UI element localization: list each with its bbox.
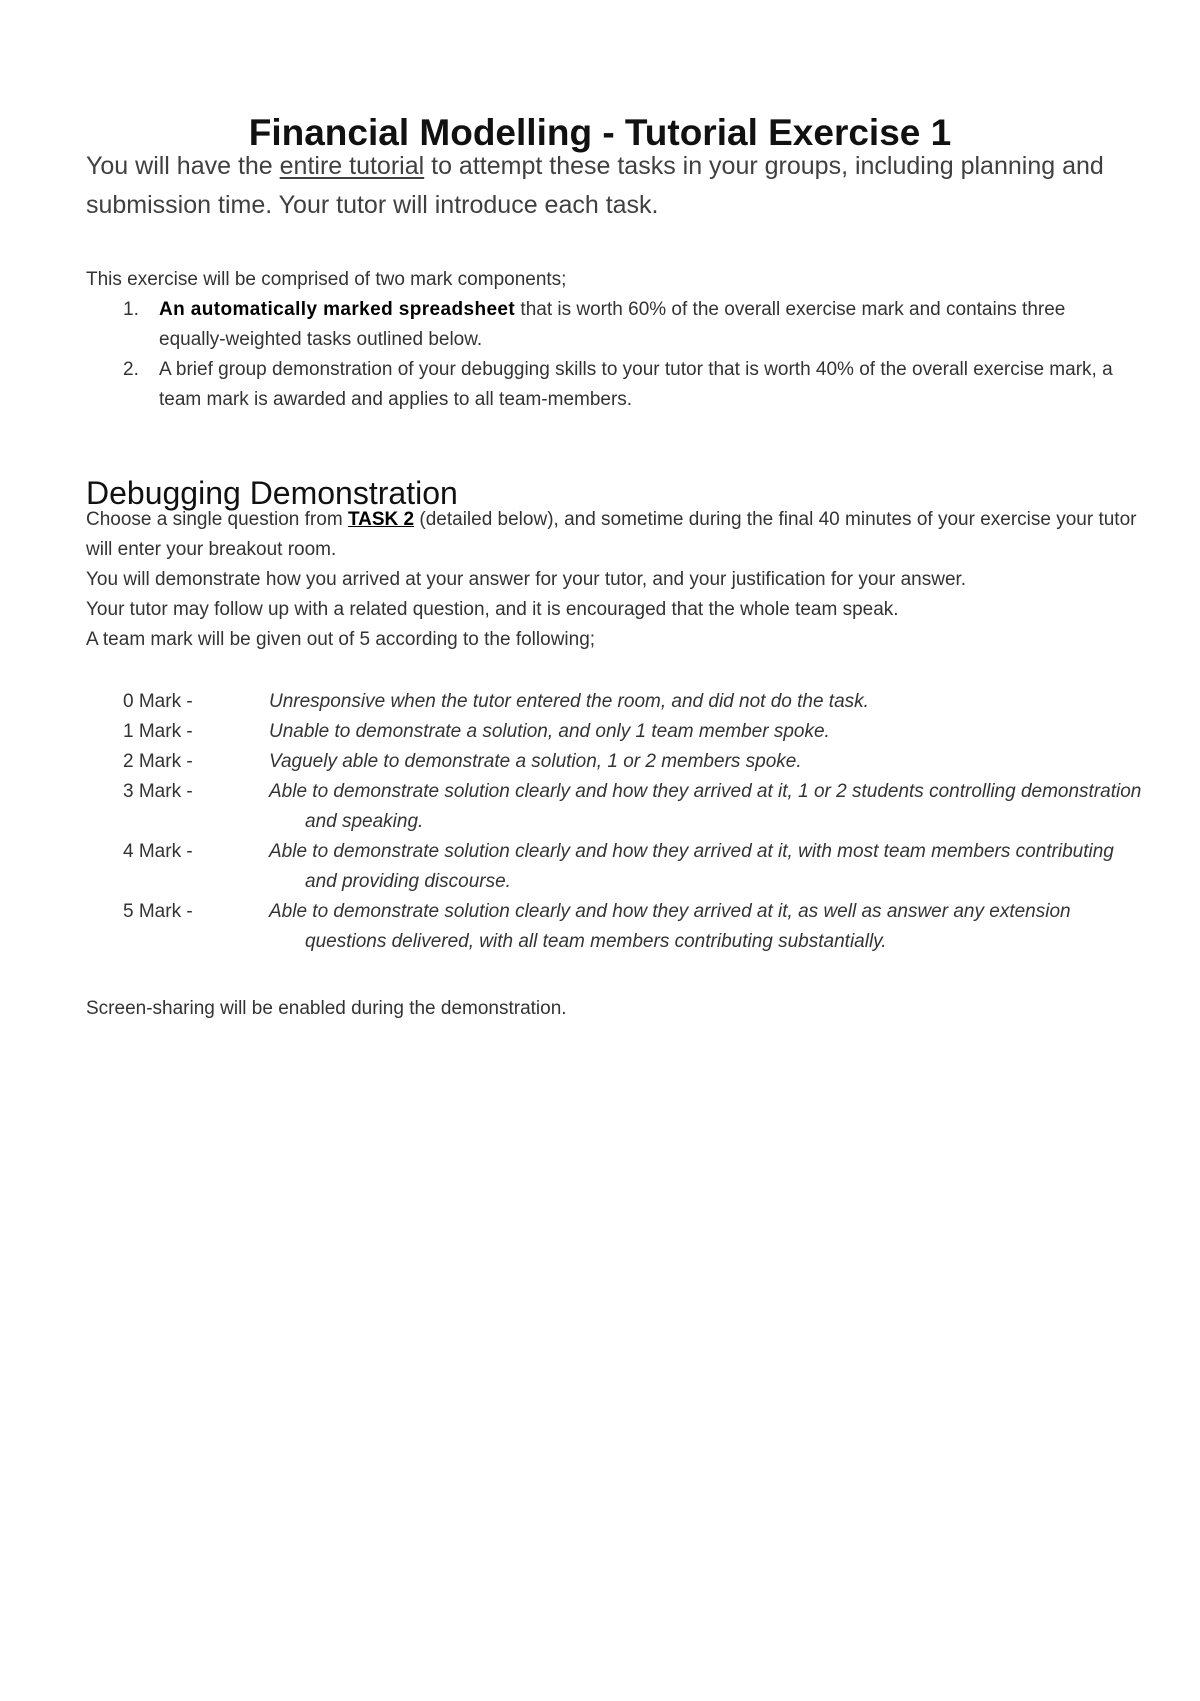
mark-label: 0 Mark -: [123, 691, 193, 712]
mark-label: 2 Mark -: [123, 751, 193, 772]
mark-description: Able to demonstrate solution clearly and how they arrived at it, 1 or 2 students controlling demonstration and speaking.: [269, 781, 1142, 832]
demo-line-4: A team mark will be given out of 5 according to the following;: [86, 629, 596, 650]
subtitle-underlined: entire tutorial: [279, 152, 425, 180]
demo-line-1: [86, 505, 1146, 565]
mark-label: 4 Mark -: [123, 841, 193, 862]
intro-text: This exercise will be comprised of two mark components;: [86, 269, 567, 290]
mark-description: Unresponsive when the tutor entered the room, and did not do the task.: [269, 691, 869, 712]
mark-description: Able to demonstrate solution clearly and how they arrived at it, with most team members contributing and providing discourse.: [269, 841, 1114, 892]
component-text: that is worth 60% of the overall exercise mark and contains three equally-weighted tasks outlined below.: [159, 299, 1066, 350]
task-2-link[interactable]: TASK 2: [347, 509, 415, 530]
demo-choose-after: (detailed below), and sometime during the final 40 minutes of your exercise your tutor will enter your breakout room.: [86, 509, 1137, 560]
subtitle: [86, 147, 1126, 225]
mark-row-4: [86, 837, 1146, 897]
list-number: 1.: [123, 299, 139, 320]
demo-line-2: You will demonstrate how you arrived at your answer for your tutor, and your justification for your answer.: [86, 569, 967, 590]
demo-paragraph: [86, 505, 1146, 655]
mark-row-3: [86, 777, 1146, 837]
component-bold: An automatically marked spreadsheet: [159, 299, 516, 320]
components-list: [86, 295, 1126, 415]
page-title: Financial Modelling - Tutorial Exercise 1: [248, 111, 952, 153]
mark-description: Vaguely able to demonstrate a solution, 1 or 2 members spoke.: [269, 751, 802, 772]
section-heading: Debugging Demonstration: [86, 474, 458, 511]
mark-row-0: [86, 687, 1146, 717]
component-text: A brief group demonstration of your debugging skills to your tutor that is worth 40% of the overall exercise mark, a team mark is awarded and applies to all team-members.: [159, 359, 1113, 410]
subtitle-before: You will have the: [86, 152, 280, 180]
mark-description: Unable to demonstrate a solution, and only 1 team member spoke.: [269, 721, 830, 742]
demo-choose-before: Choose a single question from: [86, 509, 348, 530]
list-number: 2.: [123, 359, 139, 380]
demo-line-3: Your tutor may follow up with a related question, and it is encouraged that the whole team speak.: [86, 599, 899, 620]
mark-row-2: [86, 747, 1146, 777]
list-item: [86, 355, 1126, 415]
subtitle-after: to attempt these tasks in your groups, including planning and submission time. Your tutor will introduce each task.: [86, 152, 1104, 219]
mark-scale: [86, 687, 1146, 957]
mark-row-1: [86, 717, 1146, 747]
mark-label: 5 Mark -: [123, 901, 193, 922]
closing-text: Screen-sharing will be enabled during the demonstration.: [86, 998, 567, 1019]
mark-label: 1 Mark -: [123, 721, 193, 742]
mark-label: 3 Mark -: [123, 781, 193, 802]
mark-row-5: [86, 897, 1146, 957]
mark-description: Able to demonstrate solution clearly and how they arrived at it, as well as answer any extension questions delivered, with all team members contributing substantially.: [269, 901, 1071, 952]
list-item: [86, 295, 1126, 355]
